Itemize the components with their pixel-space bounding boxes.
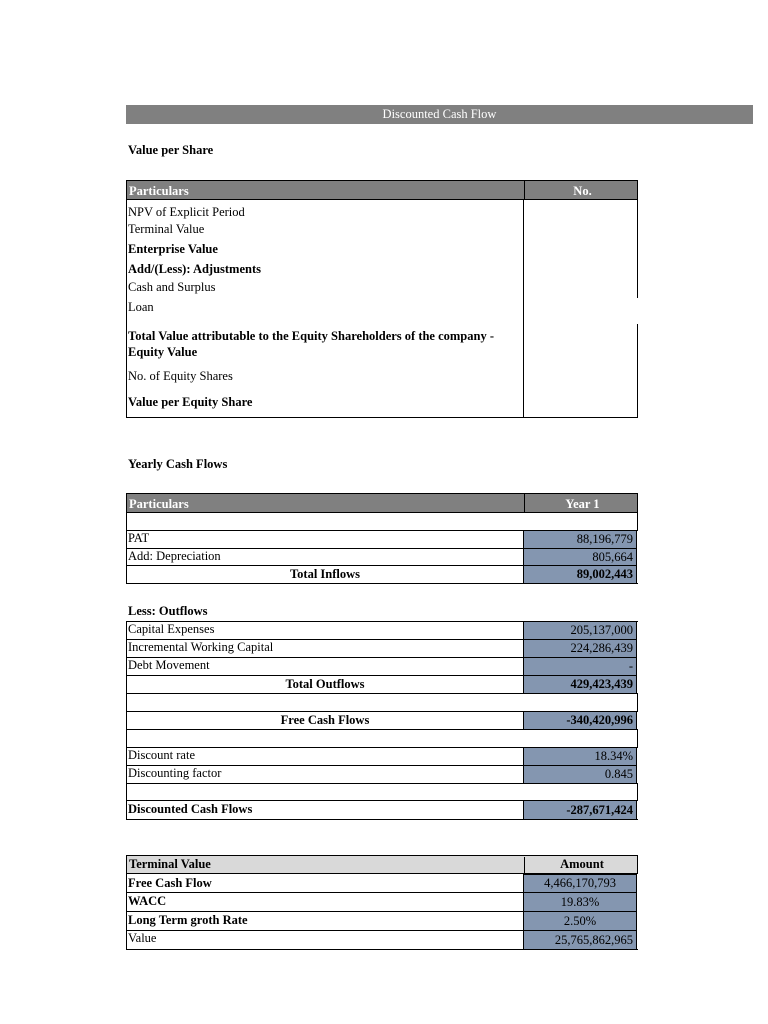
table-row (126, 800, 638, 820)
header-no: No. (524, 181, 640, 199)
table-header (126, 493, 638, 513)
row-label: Long Term groth Rate (128, 913, 248, 927)
row-value: 805,664 (523, 548, 637, 566)
row-value: 0.845 (523, 765, 637, 784)
header-particulars: Particulars (129, 497, 189, 511)
row-value: -340,420,996 (523, 711, 637, 730)
row-value: -287,671,424 (523, 800, 637, 820)
table-row (126, 930, 638, 949)
table-row (126, 711, 638, 730)
table-header (126, 180, 638, 200)
yearly-cash-flows-heading: Yearly Cash Flows (128, 457, 228, 471)
row-label: PAT (128, 531, 150, 545)
header-year: Year 1 (524, 494, 640, 512)
header-terminal-value: Terminal Value (129, 857, 211, 871)
terminal-value-table (126, 855, 638, 950)
row-label: Discounting factor (128, 766, 222, 780)
row-value: 25,765,862,965 (523, 930, 637, 950)
list-item: NPV of Explicit Period (128, 205, 245, 219)
list-item: Add/(Less): Adjustments (128, 262, 262, 276)
row-label: Value (128, 931, 157, 945)
row-label: Debt Movement (128, 658, 210, 672)
row-value: 19.83% (523, 892, 637, 912)
list-item: Total Value attributable to the Equity Shareholders of the company - (128, 329, 495, 343)
table-row (126, 911, 638, 930)
row-value: 224,286,439 (523, 639, 637, 658)
table-row (126, 639, 638, 657)
row-value: 205,137,000 (523, 621, 637, 640)
table-row (126, 874, 638, 893)
list-item: Equity Value (128, 345, 198, 359)
row-label: Free Cash Flows (280, 713, 370, 727)
table-header (126, 855, 638, 874)
row-label: Discounted Cash Flows (128, 802, 253, 816)
row-value: - (523, 657, 637, 676)
value-per-share-table (126, 180, 638, 418)
list-item: Value per Equity Share (128, 395, 253, 409)
table-row (126, 621, 638, 639)
table-row (126, 565, 638, 584)
list-item: Enterprise Value (128, 242, 218, 256)
row-label: Incremental Working Capital (128, 640, 274, 654)
table-row (126, 765, 638, 783)
outflows-heading: Less: Outflows (128, 604, 208, 618)
yearly-cash-flows-table (126, 493, 638, 820)
list-item: Terminal Value (128, 222, 205, 236)
value-per-share-heading: Value per Share (128, 143, 214, 157)
row-label: WACC (128, 894, 167, 908)
page-banner: Discounted Cash Flow (126, 105, 753, 124)
row-value: 89,002,443 (523, 565, 637, 584)
row-label: Discount rate (128, 748, 195, 762)
row-value: 2.50% (523, 911, 637, 931)
table-row (126, 657, 638, 675)
list-item: Loan (128, 300, 154, 314)
table-row (126, 675, 638, 694)
row-value: 429,423,439 (523, 675, 637, 694)
row-label: Free Cash Flow (128, 876, 212, 890)
row-value: 4,466,170,793 (523, 874, 637, 893)
list-item: Cash and Surplus (128, 280, 216, 294)
row-value: 88,196,779 (523, 530, 637, 549)
list-item: No. of Equity Shares (128, 369, 233, 383)
row-value: 18.34% (523, 747, 637, 766)
row-label: Total Inflows (289, 567, 361, 581)
row-label: Capital Expenses (128, 622, 215, 636)
header-amount: Amount (524, 857, 639, 874)
row-label: Add: Depreciation (128, 549, 221, 563)
table-row (126, 747, 638, 765)
table-row (126, 548, 638, 566)
table-row (126, 530, 638, 548)
row-label: Total Outflows (285, 677, 365, 691)
header-particulars: Particulars (129, 184, 189, 198)
table-row (126, 892, 638, 911)
